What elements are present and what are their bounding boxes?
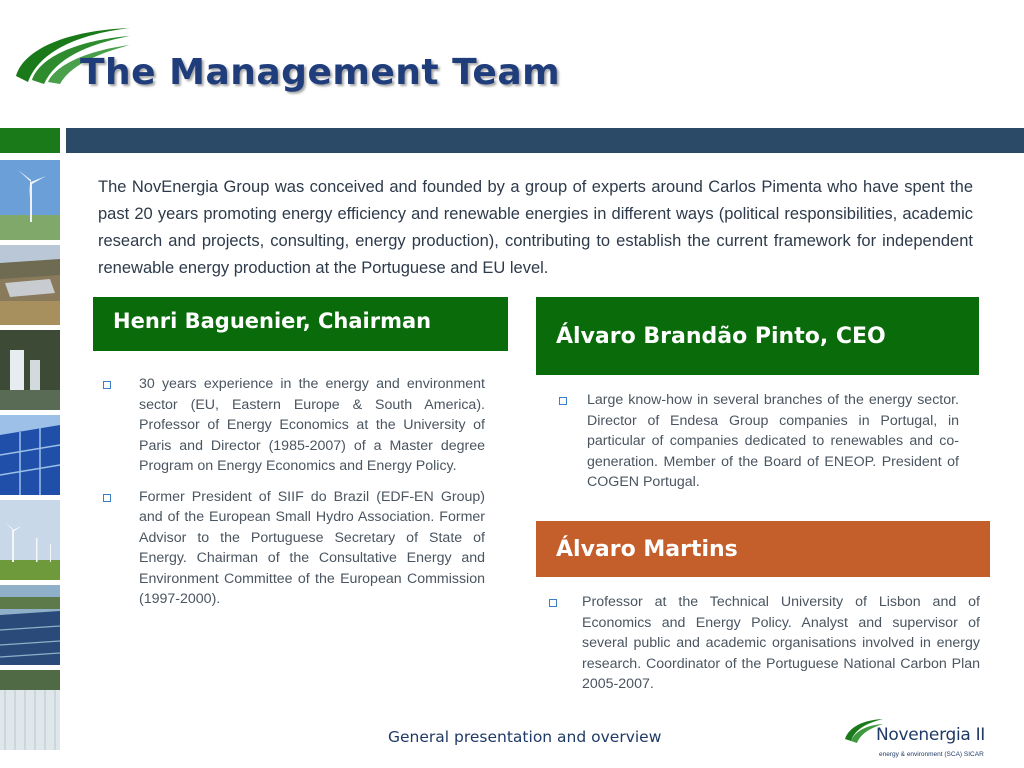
- photo-strip: [0, 160, 60, 755]
- list-item: 30 years experience in the energy and environment sector (EU, Eastern Europe & South America). Professor of Energy Economics at the University of Paris and Director (1985-2007) of a Master degree Program on Energy Economics and Energy Policy.: [99, 374, 485, 477]
- henri-baguenier-bullets: [99, 374, 485, 620]
- novenergia-logo: [843, 715, 993, 765]
- solar-field-photo: [0, 245, 60, 325]
- dam-spillway-photo: [0, 670, 60, 750]
- list-item: Former President of SIIF do Brazil (EDF-EN Group) and of the European Small Hydro Association. Former Advisor to the Portuguese Secretary of State of Energy. Chairman of the Consultative Energy and Environment Committee of the European Commission (1997-2000).: [99, 487, 485, 610]
- alvaro-pinto-bullets: [556, 390, 959, 493]
- header-accent-blue: [66, 128, 1024, 153]
- list-item: Professor at the Technical University of Lisbon and of Economics and Energy Policy. Analyst and supervisor of several public and academic organisations involved in energy research. Coordinator of the Portuguese National Carbon Plan 2005-2007.: [546, 592, 980, 695]
- alvaro-martins-header: [536, 521, 990, 577]
- wind-turbine-photo: [0, 160, 60, 240]
- alvaro-pinto-header: [536, 297, 979, 375]
- square-bullet-icon: [103, 494, 111, 502]
- square-bullet-icon: [559, 397, 567, 405]
- solar-array-photo: [0, 585, 60, 665]
- henri-baguenier-header: [93, 297, 508, 351]
- wind-farm-photo: [0, 500, 60, 580]
- alvaro-pinto-heading: Álvaro Brandão Pinto, CEO: [556, 323, 886, 349]
- brand-name: Novenergia II: [876, 725, 986, 745]
- header-accent-green: [0, 128, 60, 153]
- alvaro-martins-bullets: [546, 592, 980, 695]
- alvaro-martins-heading: Álvaro Martins: [556, 536, 738, 562]
- slide-title: The Management Team: [80, 52, 561, 93]
- intro-paragraph: The NovEnergia Group was conceived and founded by a group of experts around Carlos Pimenta who have spent the past 20 years promoting energy efficiency and renewable energies in different ways (political responsibilities, academic research and projects, consulting, energy production), contributing to establish the current framework for independent renewable energy production at the Portuguese and EU level.: [98, 178, 973, 277]
- list-item: Large know-how in several branches of the energy sector. Director of Endesa Group companies in Portugal, in particular of companies dedicated to renewables and co-generation. Member of the Board of ENEOP. President of COGEN Portugal.: [556, 390, 959, 493]
- square-bullet-icon: [103, 381, 111, 389]
- henri-baguenier-heading: Henri Baguenier, Chairman: [113, 309, 432, 333]
- footer-caption: General presentation and overview: [388, 728, 662, 746]
- square-bullet-icon: [549, 599, 557, 607]
- waterfall-photo: [0, 330, 60, 410]
- solar-panels-photo: [0, 415, 60, 495]
- brand-tagline: energy & environment (SCA) SICAR: [879, 751, 984, 758]
